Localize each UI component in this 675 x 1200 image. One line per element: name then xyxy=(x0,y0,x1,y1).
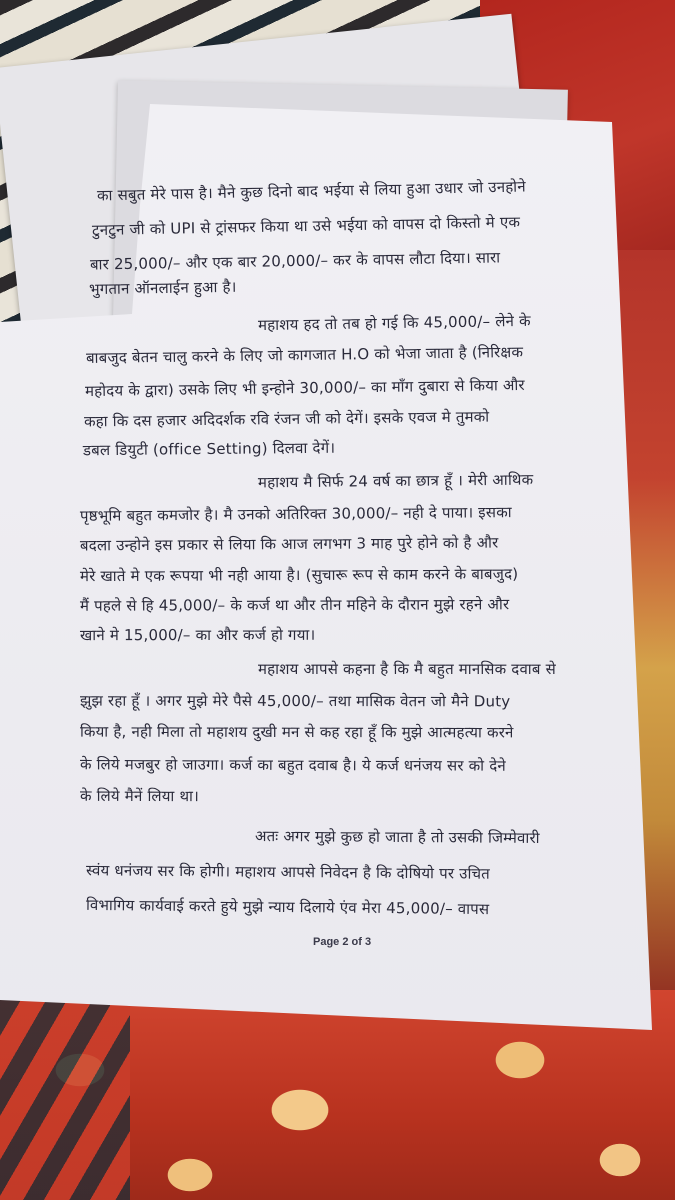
text-line: भुगतान ऑनलाईन हुआ है। xyxy=(88,277,237,299)
page-number-footer: Page 2 of 3 xyxy=(313,936,372,948)
text-line: महाशय मै सिर्फ 24 वर्ष का छात्र हूँ । मेरी आथिक xyxy=(257,470,534,492)
text-line: किया है, नही मिला तो महाशय दुखी मन से कह रहा हूँ कि मुझे आत्महत्या करने xyxy=(79,722,514,742)
text-line: महोदय के द्वारा) उसके लिए भी इन्होने 30,000/– का माँग दुबारा से किया और xyxy=(84,375,525,401)
text-line: पृष्ठभूमि बहुत कमजोर है। मै उनको अतिरिक्त 30,000/– नही दे पाया। इसका xyxy=(79,503,512,525)
text-line: डबल डियुटी (office Setting) दिलवा देगें। xyxy=(82,438,336,460)
text-line: मेरे खाते मे एक रूपया भी नही आया है। (सुचारू रूप से काम करने के बाबजुद) xyxy=(79,564,519,586)
text-line: विभागिय कार्यवाई करते हुये मुझे न्याय दिलाये एंव मेरा 45,000/– वापस xyxy=(85,895,490,919)
text-line: टुनटुन जी को UPI से ट्रांसफर किया था उसे भईया को वापस दो किस्तो मे एक xyxy=(91,212,521,240)
text-line: के लिये मैनें लिया था। xyxy=(79,786,200,806)
text-line: का सबुत मेरे पास है। मैने कुछ दिनो बाद भईया से लिया हुआ उधार जो उनहोने xyxy=(96,177,527,205)
text-line: महाशय आपसे कहना है कि मै बहुत मानसिक दवाब से xyxy=(258,660,556,678)
text-line: खाने मे 15,000/– का और कर्ज हो गया। xyxy=(79,625,316,645)
text-line: बार 25,000/– और एक बार 20,000/– कर के वापस लौटा दिया। सारा xyxy=(89,248,501,274)
text-line: अतः अगर मुझे कुछ हो जाता है तो उसकी जिम्मेवारी xyxy=(254,827,540,847)
text-line: के लिये मजबुर हो जाउगा। कर्ज का बहुत दवाब है। ये कर्ज धनंजय सर को देने xyxy=(79,755,506,775)
text-line: बाबजुद बेतन चालु करने के लिए जो कागजात H.O को भेजा जाता है (निरिक्षक xyxy=(85,342,524,368)
text-line: मैं पहले से हि 45,000/– के कर्ज था और तीन महिने के दौरान मुझे रहने और xyxy=(79,595,510,615)
text-line: स्वंय धनंजय सर कि होगी। महाशय आपसे निवेदन है कि दोषियो पर उचित xyxy=(85,861,491,883)
text-line: झुझ रहा हूँ । अगर मुझे मेरे पैसे 45,000/– तथा मासिक वेतन जो मैने Duty xyxy=(79,691,511,711)
text-line: बदला उन्होने इस प्रकार से लिया कि आज लगभग 3 माह पुरे होने को है और xyxy=(79,533,499,555)
text-line: कहा कि दस हजार अदिदर्शक रवि रंजन जी को देगें। इसके एवज मे तुमको xyxy=(83,407,490,431)
text-line: महाशय हद तो तब हो गई कि 45,000/– लेने के xyxy=(257,311,531,335)
